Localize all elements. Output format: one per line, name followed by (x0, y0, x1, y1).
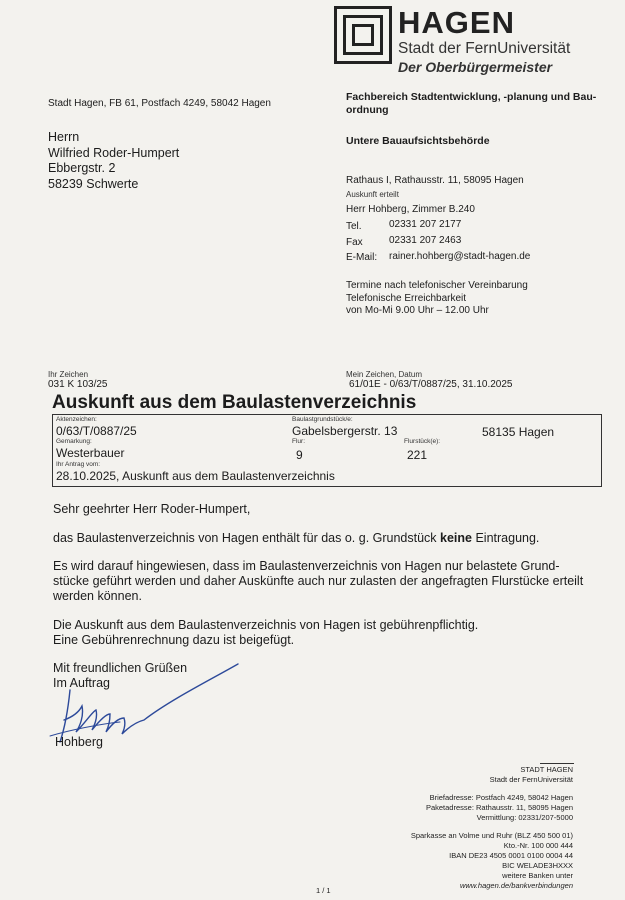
letterhead-name: HAGEN (398, 5, 515, 40)
aktenzeichen-value: 0/63/T/0887/25 (56, 424, 137, 438)
paragraph-3 (53, 618, 478, 648)
email-link[interactable]: rainer.hohberg@stadt-hagen.de (389, 251, 531, 262)
plz-value: 58135 Hagen (482, 425, 555, 439)
info-label: Auskunft erteilt (346, 190, 399, 199)
document-title: Auskunft aus dem Baulastenverzeichnis (52, 392, 417, 413)
page-number: 1 / 1 (316, 886, 331, 895)
p2-line3: werden können. (53, 589, 142, 603)
my-ref-value: 61/01E - 0/63/T/0887/25, 31.10.2025 (349, 379, 513, 390)
hours-line2: Telefonische Erreichbarkeit (346, 292, 467, 304)
office-hours (346, 280, 528, 318)
flurstueck-label: Flurstück(e): (404, 438, 441, 445)
footer-f1: STADT HAGEN (520, 765, 573, 774)
recipient-salutation: Herrn (48, 130, 80, 144)
footer-divider (540, 763, 574, 764)
gemarkung-value: Westerbauer (56, 446, 125, 460)
signer-name: Hohberg (55, 735, 103, 749)
hours-line1: Termine nach telefonischer Vereinbarung (346, 280, 528, 291)
footer-block-2 (426, 793, 573, 823)
footer-f8: IBAN DE23 4505 0001 0100 0004 44 (449, 851, 573, 860)
city-logo-icon (334, 6, 392, 64)
footer-f5: Vermittlung: 02331/207-5000 (476, 813, 573, 822)
p1-after: Eintragung. (472, 531, 540, 545)
footer-f10: weitere Banken unter (502, 871, 573, 880)
my-ref-label: Mein Zeichen, Datum (346, 370, 423, 379)
letterhead-subtitle: Stadt der FernUniversität (398, 40, 571, 57)
p1-bold: keine (440, 531, 472, 545)
p2-line1: Es wird darauf hingewiesen, dass im Baulastenverzeichnis von Hagen nur belastete Grund- (53, 559, 560, 573)
sender-line: Stadt Hagen, FB 61, Postfach 4249, 58042 Hagen (48, 98, 271, 109)
department-line1: Fachbereich Stadtentwicklung, -planung und Bau- (346, 91, 597, 103)
grundstueck-label: Baulastgrundstück/e: (292, 416, 353, 423)
closing-line1: Mit freundlichen Grüßen (53, 661, 188, 675)
recipient-city: 58239 Schwerte (48, 176, 139, 191)
recipient-street: Ebbergstr. 2 (48, 161, 116, 175)
tel-value: 02331 207 2177 (389, 219, 462, 230)
antrag-value: 28.10.2025, Auskunft aus dem Baulastenverzeichnis (56, 469, 335, 483)
grundstueck-value: Gabelsbergerstr. 13 (292, 424, 398, 438)
footer-block-3 (411, 831, 573, 891)
footer-f4: Paketadresse: Rathausstr. 11, 58095 Hagen (425, 803, 573, 812)
fax-value: 02331 207 2463 (389, 235, 462, 246)
aktenzeichen-label: Aktenzeichen: (56, 416, 97, 423)
closing-line2: Im Auftrag (53, 676, 110, 690)
footer-f6: Sparkasse an Volme und Ruhr (BLZ 450 500 01) (410, 831, 573, 840)
footer-bank-link[interactable]: www.hagen.de/bankverbindungen (459, 881, 573, 890)
paragraph-2 (53, 559, 583, 604)
tel-label: Tel. (346, 221, 362, 232)
p3-line1: Die Auskunft aus dem Baulastenverzeichnis von Hagen ist gebührenpflichtig. (53, 618, 479, 632)
footer-f7: Kto.-Nr. 100 000 444 (503, 841, 573, 850)
authority-name: Untere Bauaufsichtsbehörde (346, 135, 490, 147)
flurstueck-value: 221 (407, 448, 428, 462)
your-ref-value: 031 K 103/25 (48, 379, 108, 390)
flur-value: 9 (296, 448, 303, 462)
department-name (346, 91, 596, 117)
recipient-name: Wilfried Roder-Humpert (48, 145, 180, 160)
antrag-label: Ihr Antrag vom: (56, 461, 101, 468)
p2-line2: stücke geführt werden und daher Auskünfte auch nur zulasten der angefragten Flurstücke erteilt (53, 574, 584, 588)
p1-before: das Baulastenverzeichnis von Hagen enthält für das o. g. Grundstück (53, 531, 441, 545)
footer-f3: Briefadresse: Postfach 4249, 58042 Hagen (429, 793, 573, 802)
gemarkung-label: Gemarkung: (56, 438, 92, 445)
recipient-address (48, 130, 179, 192)
contact-person: Herr Hohberg, Zimmer B.240 (346, 204, 475, 215)
flur-label: Flur: (292, 438, 305, 445)
hours-line3: von Mo-Mi 9.00 Uhr – 12.00 Uhr (346, 305, 489, 316)
footer-block-1 (490, 765, 573, 785)
email-label: E-Mail: (346, 252, 378, 263)
footer-f9: BIC WELADE3HXXX (502, 861, 573, 870)
footer-f2: Stadt der FernUniversität (489, 775, 573, 784)
department-line2: ordnung (346, 104, 389, 116)
p3-line2: Eine Gebührenrechnung dazu ist beigefügt. (53, 633, 295, 647)
paragraph-1 (53, 531, 539, 546)
your-ref-label: Ihr Zeichen (48, 370, 89, 379)
department-address: Rathaus I, Rathausstr. 11, 58095 Hagen (346, 175, 524, 186)
greeting: Sehr geehrter Herr Roder-Humpert, (53, 502, 251, 516)
letterhead-office: Der Oberbürgermeister (398, 59, 553, 75)
fax-label: Fax (346, 237, 363, 248)
